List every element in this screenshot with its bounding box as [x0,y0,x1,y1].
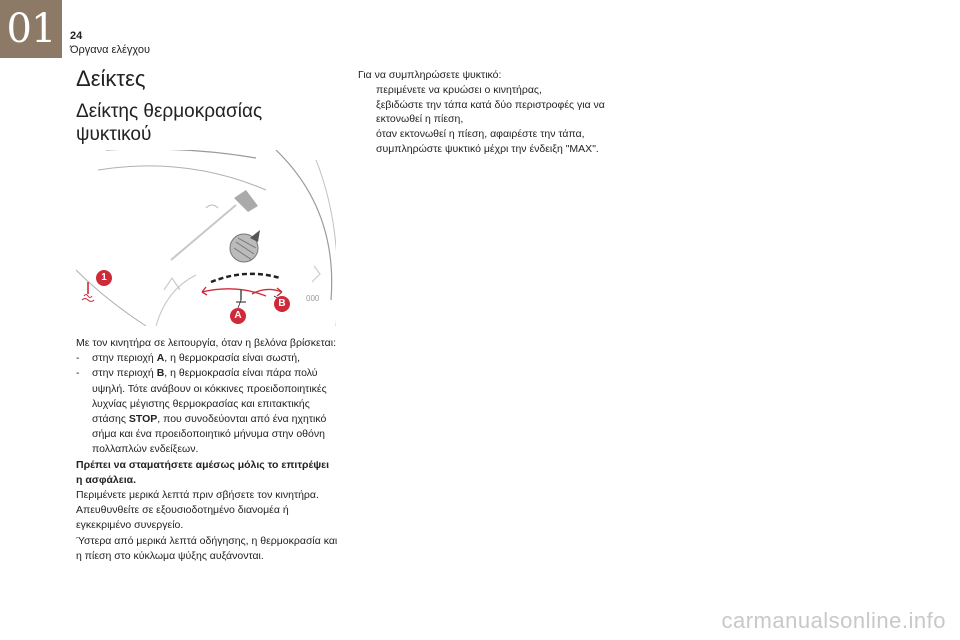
item-text-post: , η θερμοκρασία είναι σωστή, [164,352,301,365]
item-text-pre: στην περιοχή [92,352,157,365]
refill-intro: Για να συμπληρώσετε ψυκτικό: [358,69,502,81]
item-text-post: , η θερμοκρασία είναι πάρα πολύ υψηλή. Τότε ανάβουν οι κόκκινες προειδοποιητικές λυχνίας μέγιστης θερμοκρασίας και επιτακτικής στάσης [92,367,327,426]
stop-label: STOP [128,413,158,426]
faded-tyre-icon [206,205,218,208]
step-bullet-icon [358,142,376,157]
watermark: carmanualsonline.info [721,608,946,633]
step-bullet-icon [358,127,376,142]
faded-wrench-icon [312,266,320,282]
step-item [358,127,628,142]
warning-paragraph: Πρέπει να σταματήσετε αμέσως μόλις το επιτρέψει η ασφάλεια. [76,458,330,486]
intro-paragraph: Με τον κινητήρα σε λειτουργία, όταν η βελόνα βρίσκεται: [76,337,337,349]
gauge-label-000: 000 [306,294,320,303]
step-item [358,83,628,98]
list-dash: - [76,367,80,380]
step-text: ξεβιδώστε την τάπα κατά δύο περιστροφές για να εκτονωθεί η πίεση, [376,98,605,126]
step-bullet-icon [358,83,376,98]
paragraph: Απευθυνθείτε σε εξουσιοδοτημένο διανομέα ή εγκεκριμένο συνεργείο. [76,504,289,532]
left-column-text [76,336,338,564]
chapter-tab: 01 [0,0,62,58]
callout-1: 1 [96,270,112,286]
section-subtitle: Δείκτης θερμοκρασίας ψυκτικού [76,101,263,145]
callout-b: B [274,296,290,312]
zone-label: B [156,367,165,380]
item-text-pre: στην περιοχή [92,367,157,380]
step-bullet-icon [358,98,376,128]
step-text: όταν εκτονωθεί η πίεση, αφαιρέστε την τάπα, [376,128,585,141]
zone-label: A [156,352,165,365]
page-number: 24 [70,30,83,42]
step-text: συμπληρώστε ψυκτικό μέχρι την ένδειξη "MAX". [376,142,599,155]
gauge-pointer-icon [230,190,260,262]
list-dash: - [76,352,80,365]
list-item [76,351,338,366]
step-item [358,142,628,157]
step-item [358,98,628,128]
callout-a: A [230,308,246,324]
section-label: Όργανα ελέγχου [70,44,150,56]
step-text: περιμένετε να κρυώσει ο κινητήρας, [376,83,542,96]
item-text-post2: , που συνοδεύονται από ένα ηχητικό σήμα και ένα προειδοποιητικό μήνυμα στην οθόνη πολλαπλών ενδείξεων. [92,413,327,456]
page-title: Δείκτες [76,66,146,91]
paragraph: Περιμένετε μερικά λεπτά πριν σβήσετε τον κινητήρα. [76,489,319,502]
right-column-text [358,68,628,157]
list-item [76,366,338,457]
paragraph: Ύστερα από μερικά λεπτά οδήγησης, η θερμοκρασία και η πίεση στο κύκλωμα ψύξης αυξάνονται. [76,534,338,562]
temperature-gauge-figure [76,150,336,326]
